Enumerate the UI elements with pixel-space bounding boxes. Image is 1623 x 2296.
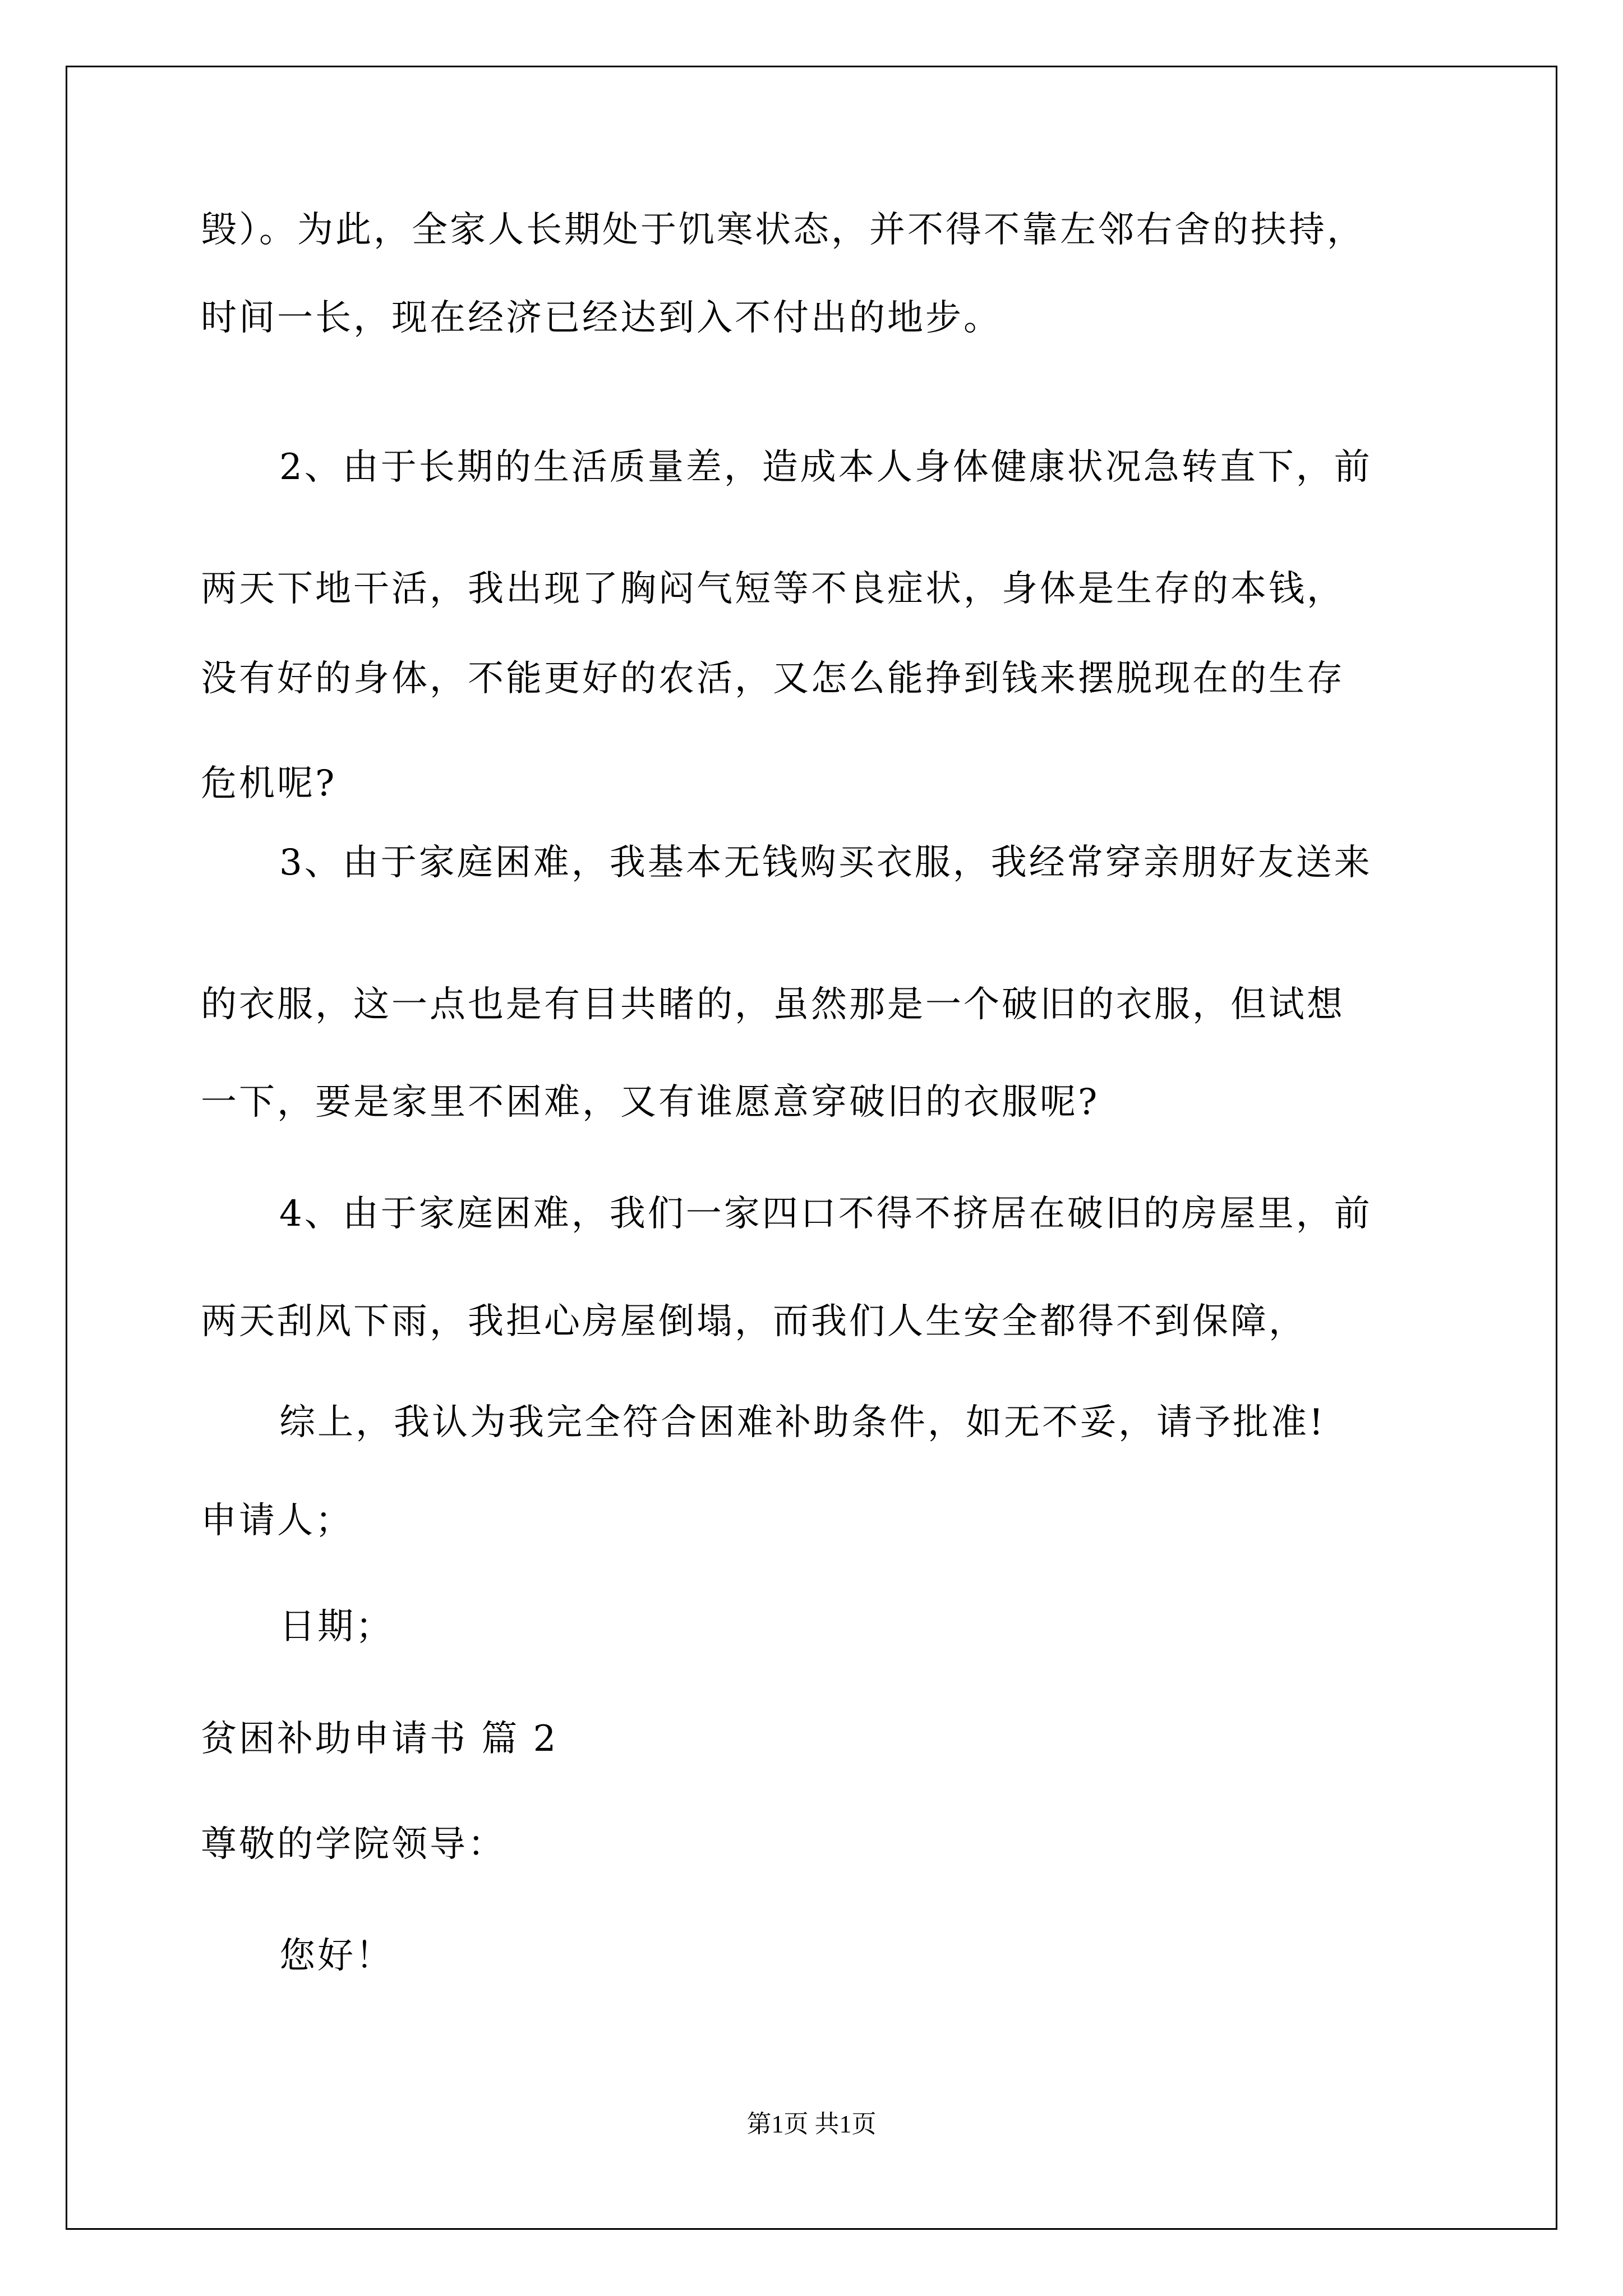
page-border — [66, 66, 1557, 2230]
paragraph-line: 日期； — [279, 1606, 394, 1648]
page-footer: 第1页 共1页 — [746, 2110, 877, 2138]
paragraph-line: 时间一长，现在经济已经达到入不付出的地步。 — [201, 297, 1002, 339]
paragraph-line: 3、由于家庭困难，我基本无钱购买衣服，我经常穿亲朋好友送来 — [279, 842, 1372, 884]
paragraph-line: 综上，我认为我完全符合困难补助条件，如无不妥，请予批准! — [279, 1402, 1326, 1443]
paragraph-line: 没有好的身体，不能更好的农活，又怎么能挣到钱来摆脱现在的生存 — [201, 658, 1345, 700]
paragraph-line: 危机呢? — [201, 763, 337, 804]
paragraph-line: 一下，要是家里不困难，又有谁愿意穿破旧的衣服呢? — [201, 1082, 1100, 1123]
paragraph-line: 毁）。为此，全家人长期处于饥寒状态，并不得不靠左邻右舍的扶持， — [201, 209, 1365, 251]
paragraph-line: 申请人； — [201, 1500, 353, 1542]
section-heading: 贫困补助申请书 篇 2 — [201, 1718, 559, 1760]
greeting: 您好！ — [279, 1935, 394, 1977]
paragraph-line: 2、由于长期的生活质量差，造成本人身体健康状况急转直下，前 — [279, 447, 1372, 488]
paragraph-line: 的衣服，这一点也是有目共睹的，虽然那是一个破旧的衣服，但试想 — [201, 984, 1345, 1025]
paragraph-line: 4、由于家庭困难，我们一家四口不得不挤居在破旧的房屋里，前 — [279, 1193, 1372, 1235]
paragraph-line: 两天下地干活，我出现了胸闷气短等不良症状，身体是生存的本钱， — [201, 568, 1345, 610]
salutation: 尊敬的学院领导： — [201, 1824, 506, 1865]
paragraph-line: 两天刮风下雨，我担心房屋倒塌，而我们人生安全都得不到保障， — [201, 1301, 1307, 1342]
